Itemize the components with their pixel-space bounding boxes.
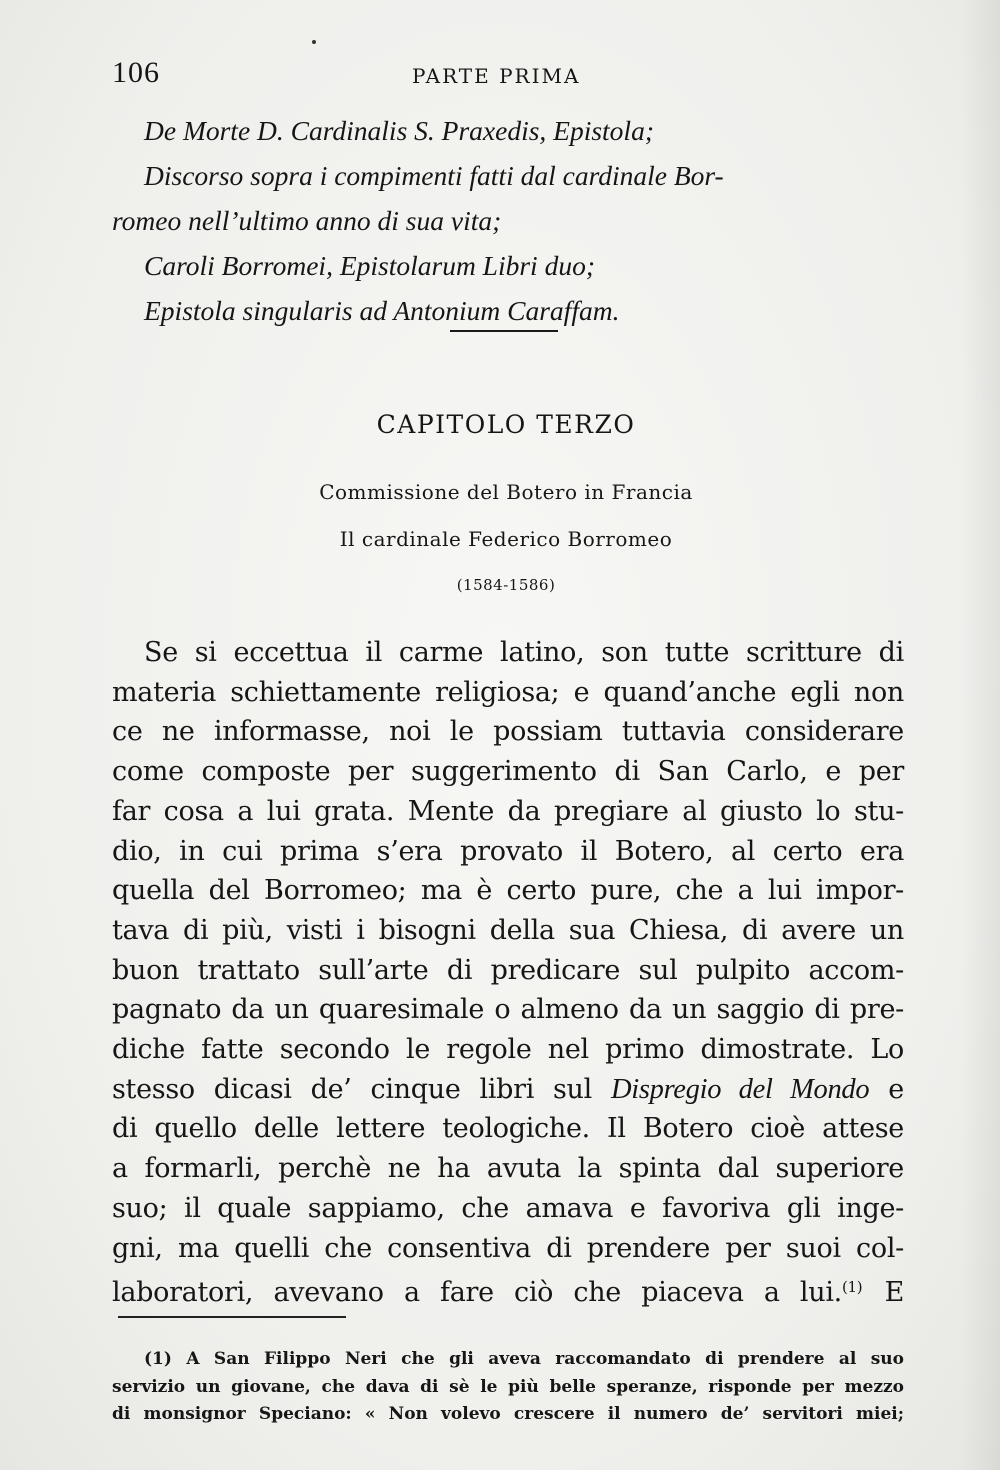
text-run: E xyxy=(864,1277,904,1309)
text-line: pagnato da un quaresimale o almeno da un saggio di pre- xyxy=(112,994,904,1026)
text-line: a formarli, perchè ne ha avuta la spinta dal superiore xyxy=(112,1153,904,1185)
text-line: diche fatte secondo le regole nel primo dimostrate. Lo xyxy=(112,1034,904,1066)
text-line xyxy=(112,1070,904,1110)
text-line: tava di più, visti i bisogni della sua Chiesa, di avere un xyxy=(112,914,904,946)
chapter-heading: CAPITOLO TERZO xyxy=(376,410,636,439)
text-line: far cosa a lui grata. Mente da pregiare al giusto lo stu- xyxy=(112,795,904,827)
text-line: Se si eccettua il carme latino, son tutte scritture di xyxy=(144,637,904,668)
italic-title: Dispregio del Mondo xyxy=(610,1073,870,1105)
text-line xyxy=(112,1268,904,1313)
text-line: dio, in cui prima s’era provato il Botero, al certo era xyxy=(112,835,904,867)
chapter-dates: (1584-1586) xyxy=(456,576,556,594)
chapter-subtitle: Il cardinale Federico Borromeo xyxy=(339,527,673,551)
work-title: Caroli Borromei, Epistolarum Libri duo; xyxy=(144,250,595,281)
footnote-line: di monsignor Speciano: « Non volevo crescere il numero de’ servitori miei; xyxy=(112,1404,904,1424)
text-run: stesso dicasi de’ cinque libri sul xyxy=(112,1073,611,1105)
text-line: di quello delle lettere teologiche. Il Botero cioè attese xyxy=(112,1113,904,1145)
footnote-divider xyxy=(118,1316,346,1318)
text-line: materia schiettamente religiosa; e quand’anche egli non xyxy=(112,676,904,708)
running-head: PARTE PRIMA xyxy=(412,64,581,88)
chapter-subtitle: Commissione del Botero in Francia xyxy=(319,480,693,504)
text-run: laboratori, avevano a fare ciò che piaceva a lui. xyxy=(112,1277,842,1309)
work-title-continuation: romeo nell’ultimo anno di sua vita; xyxy=(112,205,502,236)
work-title: Epistola singularis ad Antonium Caraffam. xyxy=(144,295,620,326)
section-divider xyxy=(450,330,558,332)
gutter-shadow xyxy=(960,0,1000,1470)
page-number: 106 xyxy=(112,56,160,89)
footnote-reference: (1) xyxy=(841,1278,863,1297)
footnote-line: (1) A San Filippo Neri che gli aveva raccomandato di prendere al suo xyxy=(144,1349,904,1369)
footnote xyxy=(112,1346,904,1429)
text-line: ce ne informasse, noi le possiam tuttavia considerare xyxy=(112,716,904,748)
text-line: quella del Borromeo; ma è certo pure, che a lui impor- xyxy=(112,875,904,907)
works-list xyxy=(112,108,902,333)
text-run: e xyxy=(869,1073,904,1105)
body-paragraph xyxy=(112,633,904,1313)
footnote-line: servizio un giovane, che dava di sè le più belle speranze, risponde per mezzo xyxy=(112,1376,904,1397)
work-title: De Morte D. Cardinalis S. Praxedis, Epistola; xyxy=(144,115,654,146)
text-line: gni, ma quelli che consentiva di prendere per suoi col- xyxy=(112,1232,904,1264)
print-speck xyxy=(312,40,316,44)
page-header xyxy=(112,56,902,96)
text-line: suo; il quale sappiamo, che amava e favoriva gli inge- xyxy=(112,1192,904,1224)
text-line: buon trattato sull’arte di predicare sul pulpito accom- xyxy=(112,954,904,986)
work-title: Discorso sopra i compimenti fatti dal cardinale Bor- xyxy=(144,160,724,191)
text-line: come composte per suggerimento di San Carlo, e per xyxy=(112,756,904,788)
